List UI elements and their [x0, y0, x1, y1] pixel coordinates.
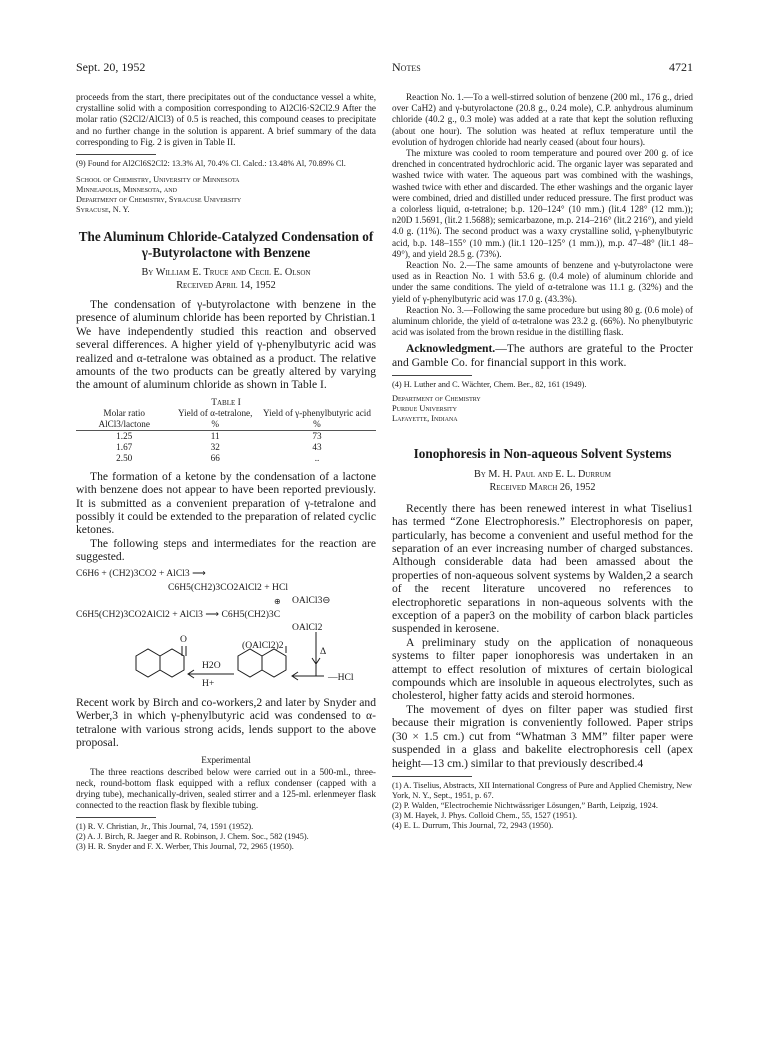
- acknowledgment-label: Acknowledgment.: [406, 342, 496, 356]
- equation-2-bottom: OAlCl2: [292, 621, 323, 633]
- table-cell: ..: [314, 452, 320, 463]
- received-date: Received April 14, 1952: [176, 280, 276, 292]
- affiliation-line: Syracuse, N. Y.: [76, 205, 130, 215]
- equation-2-left: C6H5(CH2)3CO2AlCl2 + AlCl3 ⟶ C6H5(CH2)3C: [76, 608, 281, 620]
- footnote-4: (4) H. Luther and C. Wächter, Chem. Ber., 82, 161 (1949).: [392, 380, 587, 390]
- table-caption: Table I: [211, 397, 241, 408]
- table-cell: 73: [258, 430, 376, 442]
- body-paragraph: The formation of a ketone by the condensation of a lactone with benzene does not appear to have been reported previously. It is submitted as a convenient preparation of γ-tetralone and possibly it could be extended to the preparation of related cyclic ketones.: [76, 469, 376, 537]
- table-row: [76, 430, 376, 442]
- experimental-heading: Experimental: [201, 755, 251, 766]
- complex-label: (OAlCl2)2: [242, 639, 284, 651]
- water-label: H2O: [202, 659, 221, 671]
- footnote: (4) E. L. Durrum, This Journal, 72, 2943 (1950).: [392, 820, 554, 830]
- article-title: Ionophoresis in Non-aqueous Solvent Systems: [413, 446, 672, 462]
- oxygen-label: O: [180, 633, 187, 645]
- footnote-rule: [392, 776, 472, 777]
- footnote: (3) M. Hayek, J. Phys. Colloid Chem., 55, 1527 (1951).: [392, 810, 578, 820]
- equation-2-plus: ⊕: [274, 596, 281, 606]
- byline: By William E. Truce and Cecil E. Olson: [141, 267, 311, 279]
- table-row: [76, 442, 376, 453]
- reaction-3-paragraph: Reaction No. 3.—Following the same procedure but using 80 g. (0.6 mole) of aluminum chloride, the yield of α-tetralone was 23.2 g. (66%). No phenylbutyric acid was isolated from the brown residue in the distilling flask.: [392, 304, 693, 338]
- table-cell: 66: [210, 452, 220, 463]
- table-cell: 11: [172, 430, 258, 442]
- table-cell: 1.67: [116, 441, 133, 452]
- reaction-scheme: [76, 568, 376, 696]
- acknowledgment-paragraph: [392, 342, 693, 369]
- table-cell: 1.25: [76, 430, 172, 442]
- footnote: (3) H. R. Snyder and F. X. Werber, This Journal, 72, 2965 (1950).: [76, 842, 294, 852]
- footnote: (2) P. Walden, “Electrochemie Nichtwässriger Lösungen,” Barth, Leipzig, 1924.: [392, 800, 658, 810]
- table-1-grid: [76, 408, 376, 464]
- body-paragraph: A preliminary study on the application of nonaqueous systems to filter paper ionophoresis was undertaken in an attempt to effect resolution of mixtures of certain biological compounds which are insoluble in aqueous electrolytes, such as cholesterol, higher fatty acids and steroid hormones.: [392, 635, 693, 703]
- affiliation-block: [392, 394, 693, 424]
- affiliation-line: Department of Chemistry, Syracuse University: [76, 195, 242, 205]
- acknowledgment-text: —The authors are grateful to the Procter and Gamble Co. for financial support in this work.: [392, 342, 693, 369]
- delta-label: Δ: [320, 645, 327, 657]
- received-date: Received March 26, 1952: [489, 481, 596, 493]
- header-date: Sept. 20, 1952: [76, 60, 146, 74]
- header-section: Notes: [392, 60, 421, 74]
- reaction-1-workup: The mixture was cooled to room temperature and poured over 200 g. of ice drenched in concentrated hydrochloric acid. The organic layer was separated and washed twice with water. The aqueous part was combined with the washings, washed twice with ether and discarded. The ether washings and the organic layer were combined, dried and distilled under reduced pressure. The first product was a colorless liquid, α-tetralone; b.p. 120–124° (10 mm.) (lit.4 128° (12 mm.)); n20D 1.5691, (lit.2 1.5688); semicarbazone, m.p. 214–216° (lit.2 216°), and yield 4.0 g. (11%). The second product was a waxy crystalline solid, γ-phenylbutyric acid, b.p. 148–155° (10 mm.) (lit.1 120–125° (1 mm.)), m.p. 47–48° (lit.1 48–49°), and yield 28.5 g. (73%).: [392, 148, 693, 259]
- table-header: Yield of α-tetralone, %: [177, 407, 253, 429]
- footnote: (2) A. J. Birch, R. Jaeger and R. Robinson, J. Chem. Soc., 582 (1945).: [76, 832, 309, 842]
- table-row: [76, 453, 376, 464]
- footnote: (1) A. Tiselius, Abstracts, XII International Congress of Pure and Applied Chemistry, New York, N. Y., Sept., 1951, p. 67.: [392, 780, 692, 800]
- equation-2-top: OAlCl3⊖: [292, 594, 331, 606]
- right-column: [392, 92, 693, 831]
- equation-1-left: C6H6 + (CH2)3CO2 + AlCl3 ⟶: [76, 567, 206, 579]
- header-page-number: 4721: [669, 60, 693, 74]
- body-paragraph: The following steps and intermediates for the reaction are suggested.: [76, 536, 376, 564]
- reaction-1-paragraph: Reaction No. 1.—To a well-stirred solution of benzene (200 ml., 176 g., dried over CaH2) and γ-butyrolactone (20.8 g., 0.24 mole), C.P. anhydrous aluminum chloride (40.2 g., 0.3 mole) was added at a rate that kept the solution refluxing (about one hour). The solution was heated at reflux temperature until the evolution of hydrogen chloride had nearly ceased (about four hours).: [392, 92, 693, 147]
- footnote-rule: [76, 154, 156, 155]
- table-header: Molar ratio AlCl3/lactone: [98, 407, 150, 429]
- byline: By M. H. Paul and E. L. Durrum: [474, 468, 611, 480]
- footnote-rule: [76, 817, 156, 818]
- table-header: Yield of γ-phenylbutyric acid %: [263, 407, 371, 429]
- article-title: The Aluminum Chloride-Catalyzed Condensation of γ-Butyrolactone with Benzene: [78, 229, 374, 260]
- affiliation-line: School of Chemistry, University of Minnesota: [76, 175, 240, 185]
- footnote: (1) R. V. Christian, Jr., This Journal, 74, 1591 (1952).: [76, 822, 254, 832]
- acid-label: H+: [202, 677, 215, 689]
- equation-1-right: C6H5(CH2)3CO2AlCl2 + HCl: [168, 581, 289, 593]
- hcl-label: —HCl: [328, 671, 354, 683]
- tetralone-structures: [76, 568, 376, 696]
- affiliation-line: Purdue University: [392, 404, 458, 414]
- table-cell: 43: [312, 441, 322, 452]
- body-paragraph: The condensation of γ-butyrolactone with benzene in the presence of aluminum chloride has been reported by Christian.1 We have independently studied this reaction and observed several differences. A higher yield of γ-phenylbutyric acid was realized and α-tetralone was obtained as a product. The relative amounts of the two products can be greatly altered by varying the amount of aluminum chloride as shown in Table I.: [76, 298, 376, 392]
- table-cell: 32: [210, 441, 220, 452]
- reaction-2-paragraph: Reaction No. 2.—The same amounts of benzene and γ-butyrolactone were used as in Reaction No. 1 with 53.6 g. (0.4 mole) of aluminum chloride and under the same conditions. The yield of α-tetralone was 11.1 g. (32%) and the yield of γ-phenylbutyric acid was 17.0 g. (43.3%).: [392, 260, 693, 304]
- affiliation-block: [76, 175, 376, 215]
- body-paragraph: Recent work by Birch and co-workers,2 and later by Snyder and Werber,3 in which γ-phenylbutyric acid was condensed to α-tetralone with various strong acids, lends support to the above proposal.: [76, 695, 376, 749]
- footnote-rule: [392, 375, 472, 376]
- affiliation-line: Minneapolis, Minnesota, and: [76, 185, 177, 195]
- body-paragraph: Recently there has been renewed interest in what Tiselius1 has termed “Zone Electrophoresis.” Electrophoresis on paper, particularly, has become a convenient and useful method for the separation of an ever increasing number of charged substances. Although considerable data had been amassed about the properties of non-aqueous solvent systems by Walden,2 a search of the recent literature uncovered no references to electrophoretic separations in non-aqueous solvents with the exception of a paper3 on the mobility of carbon black particles suspended in kerosene.: [392, 501, 693, 636]
- table-cell: 2.50: [116, 452, 133, 463]
- affiliation-line: Lafayette, Indiana: [392, 414, 458, 424]
- footnote-9: (9) Found for Al2Cl6S2Cl2: 13.3% Al, 70.4% Cl. Calcd.: 13.48% Al, 70.89% Cl.: [76, 159, 346, 169]
- intro-paragraph: proceeds from the start, there precipitates out of the conductance vessel a white, crystalline solid with a composition corresponding to Al2Cl6·S2Cl2.9 After the molar ratio (S2Cl2/AlCl3) of 0.5 is reached, this compound ceases to precipitate and no further change in the solution is apparent. A brief summary of the data corresponding to Fig. 2 is given in Table II.: [76, 92, 376, 147]
- table-1: [76, 398, 376, 464]
- left-column: [76, 92, 376, 852]
- experimental-paragraph: The three reactions described below were carried out in a 500-ml., three-neck, round-bottom flask equipped with a reflux condenser (capped with a drying tube), mechanically-driven, sealed stirrer and a 125-ml. erlenmeyer flask connected to the reaction flask by flexible tubing.: [76, 766, 376, 811]
- body-paragraph: The movement of dyes on filter paper was studied first because their migration is conveniently followed. Paper strips (30 × 1.5 cm.) cut from “Whatman 3 MM” filter paper were suspended in a glass and bakelite electrophoresis cell (apex height—13 cm.) similar to that previously described.4: [392, 702, 693, 770]
- affiliation-line: Department of Chemistry: [392, 394, 481, 404]
